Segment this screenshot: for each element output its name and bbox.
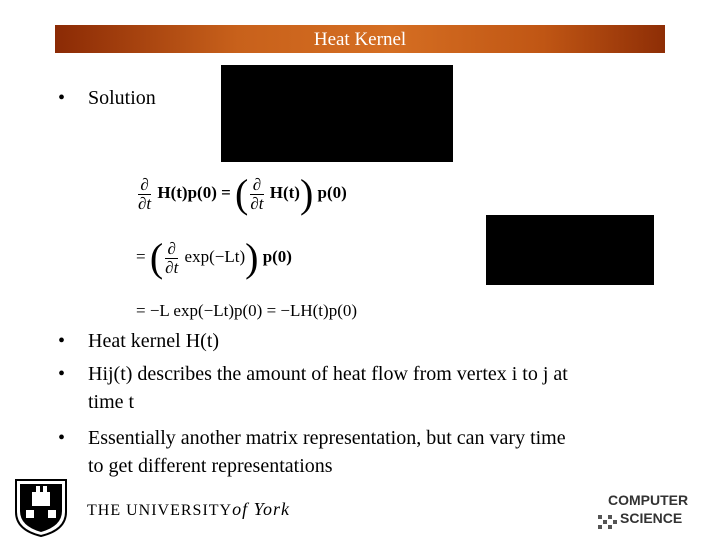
black-image-right bbox=[486, 215, 654, 285]
bullet-text: Essentially another matrix representation, but can vary time bbox=[88, 427, 566, 449]
bullet-text: Hij(t) describes the amount of heat flow from vertex i to j at bbox=[88, 363, 568, 385]
rhs-expression-2: p(0) bbox=[262, 246, 292, 266]
equation-line-2: = ( $\frac{\partial}{\partial t}$ exp(−Lt)) p(0) bbox=[136, 235, 292, 280]
black-image-top bbox=[221, 65, 453, 162]
inner-derivative-fraction: $\frac{\partial}{\partial t}$ bbox=[250, 174, 264, 213]
slide-title: Heat Kernel bbox=[313, 29, 407, 50]
bullet-text: to get different representations bbox=[88, 455, 333, 477]
bullet-text: Heat kernel H(t) bbox=[88, 330, 220, 352]
solution-label: Solution bbox=[88, 87, 156, 109]
derivative-fraction-2: $\frac{\partial}{\partial t}$ bbox=[165, 238, 179, 277]
exp-expression: exp(−Lt) bbox=[184, 246, 246, 266]
derivative-fraction: $\frac{\partial}{\partial t}$ bbox=[138, 174, 152, 213]
university-of-york-wordmark: THE UNIVERSITYof York bbox=[87, 499, 290, 519]
equation-line-3: = −L exp(−Lt)p(0) = −LH(t)p(0) bbox=[136, 301, 358, 320]
inner-expression: H(t) bbox=[269, 182, 300, 202]
bullet-symbol: • bbox=[58, 87, 66, 109]
lhs-expression: H(t)p(0) = bbox=[157, 182, 231, 202]
equation-line-1: $\frac{\partial}{\partial t}$ H(t)p(0) = ( $\frac{\partial}{\partial t}$ H(t)) p(0) bbox=[138, 171, 347, 216]
york-crest-icon bbox=[14, 478, 68, 538]
svg-text:SCIENCE: SCIENCE bbox=[620, 510, 683, 526]
rhs-expression: p(0) bbox=[317, 182, 347, 202]
title-bar bbox=[55, 25, 665, 53]
computer-science-logo-icon bbox=[598, 485, 689, 531]
svg-text:COMPUTER: COMPUTER bbox=[608, 492, 689, 508]
bullet-text: time t bbox=[88, 391, 135, 413]
